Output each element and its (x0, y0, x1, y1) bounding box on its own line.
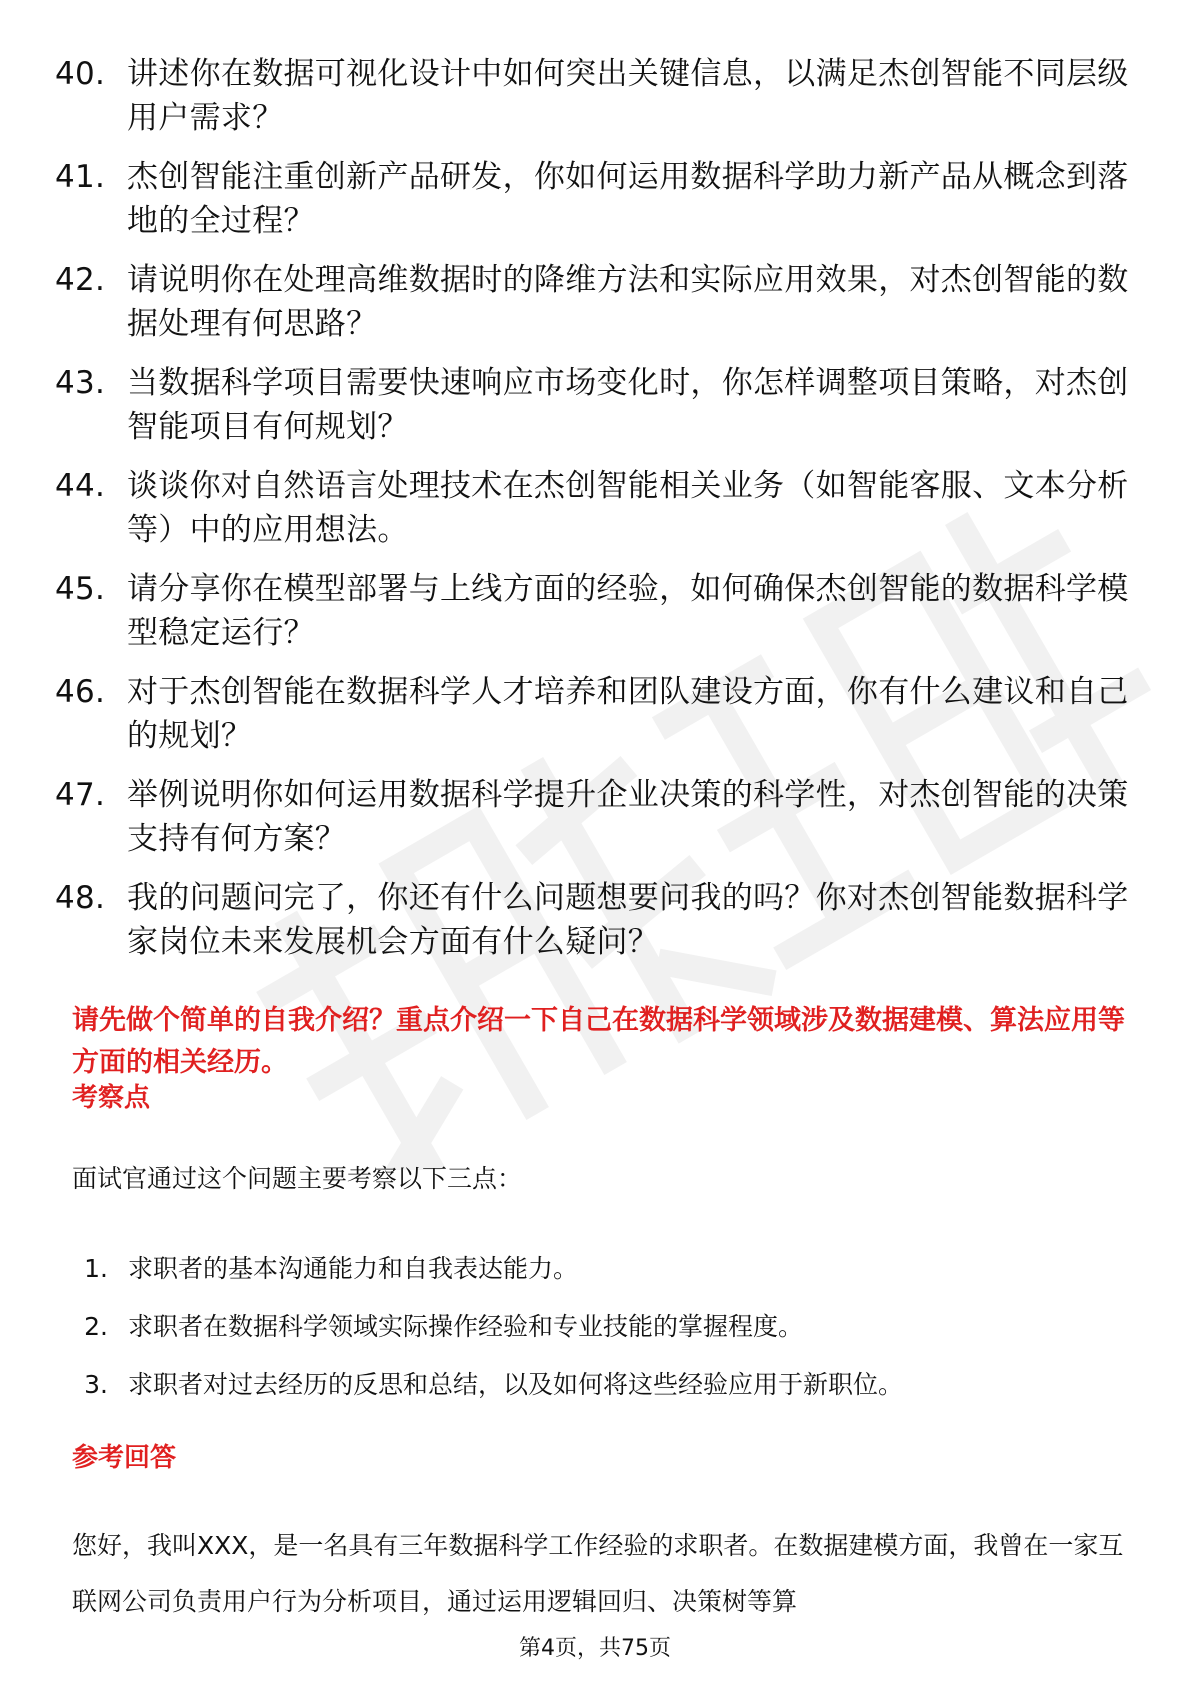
question-text: 请分享你在模型部署与上线方面的经验，如何确保杰创智能的数据科学模型稳定运行？ (127, 571, 1129, 651)
question-number: 42. (55, 262, 106, 298)
page-number: 第4页，共75页 (519, 1636, 671, 1661)
point-number: 3. (84, 1370, 108, 1399)
question-text: 举例说明你如何运用数据科学提升企业决策的科学性，对杰创智能的决策支持有何方案？ (127, 777, 1129, 857)
question-text: 谈谈你对自然语言处理技术在杰创智能相关业务（如智能客服、文本分析等）中的应用想法。 (127, 468, 1129, 548)
question-item (55, 464, 1135, 552)
question-number: 48. (55, 880, 106, 916)
question-text: 我的问题问完了，你还有什么问题想要问我的吗？你对杰创智能数据科学家岗位未来发展机会方面有什么疑问？ (127, 880, 1129, 960)
question-item (55, 361, 1135, 449)
question-number: 44. (55, 468, 106, 504)
highlighted-question: 请先做个简单的自我介绍？重点介绍一下自己在数据科学领域涉及数据建模、算法应用等方面的相关经历。 (72, 1005, 1125, 1078)
point-text: 求职者对过去经历的反思和总结，以及如何将这些经验应用于新职位。 (128, 1370, 904, 1399)
question-item (55, 773, 1135, 861)
question-list (55, 52, 1135, 979)
question-item (55, 258, 1135, 346)
question-number: 41. (55, 159, 106, 195)
list-item (72, 1366, 1132, 1404)
point-number: 1. (84, 1254, 108, 1283)
assessment-heading: 考察点 (72, 1083, 151, 1113)
question-text: 当数据科学项目需要快速响应市场变化时，你怎样调整项目策略，对杰创智能项目有何规划？ (127, 365, 1129, 445)
question-item (55, 567, 1135, 655)
list-item (72, 1250, 1132, 1288)
question-item (55, 670, 1135, 758)
question-item (55, 155, 1135, 243)
reference-answer-text: 您好，我叫XXX，是一名具有三年数据科学工作经验的求职者。在数据建模方面，我曾在一家互联网公司负责用户行为分析项目，通过运用逻辑回归、决策树等算 (72, 1531, 1124, 1616)
point-number: 2. (84, 1312, 108, 1341)
question-number: 43. (55, 365, 106, 401)
question-text: 请说明你在处理高维数据时的降维方法和实际应用效果，对杰创智能的数据处理有何思路？ (127, 262, 1129, 342)
point-text: 求职者在数据科学领域实际操作经验和专业技能的掌握程度。 (128, 1312, 804, 1341)
question-number: 46. (55, 674, 106, 710)
question-text: 对于杰创智能在数据科学人才培养和团队建设方面，你有什么建议和自己的规划？ (127, 674, 1129, 754)
question-item (55, 876, 1135, 964)
question-text: 杰创智能注重创新产品研发，你如何运用数据科学助力新产品从概念到落地的全过程？ (127, 159, 1129, 239)
assessment-intro: 面试官通过这个问题主要考察以下三点： (72, 1164, 523, 1193)
question-text: 讲述你在数据可视化设计中如何突出关键信息，以满足杰创智能不同层级用户需求？ (127, 56, 1129, 136)
reference-answer-heading: 参考回答 (72, 1443, 177, 1473)
assessment-points (72, 1250, 1132, 1424)
question-number: 47. (55, 777, 106, 813)
question-number: 40. (55, 56, 106, 92)
list-item (72, 1308, 1132, 1346)
point-text: 求职者的基本沟通能力和自我表达能力。 (128, 1254, 579, 1283)
question-number: 45. (55, 571, 106, 607)
question-item (55, 52, 1135, 140)
